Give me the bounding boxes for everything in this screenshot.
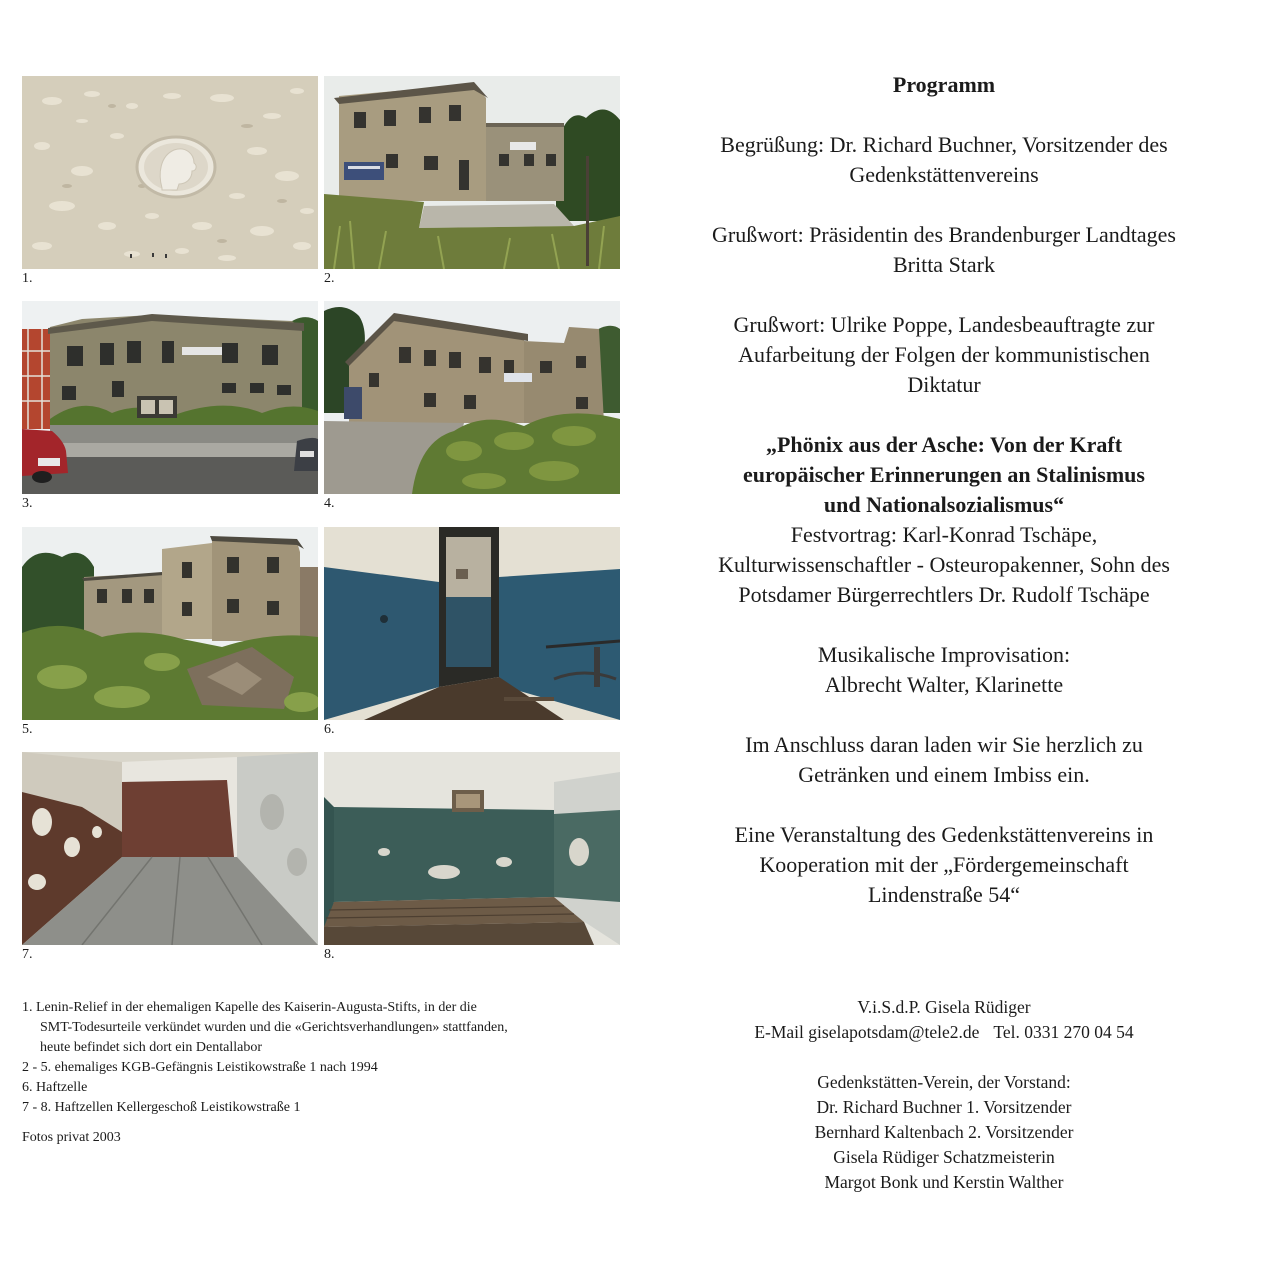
- lecture-title: [644, 430, 1244, 520]
- photo-1: [22, 76, 318, 288]
- caption-item: [22, 1098, 632, 1118]
- caption-line: 7 - 8. Haftzellen Kellergeschoß Leistikowstraße 1: [22, 1100, 301, 1115]
- caption-line: SMT-Todesurteile verkündet wurden und die «Gerichtsverhandlungen» stattfanden,: [40, 1020, 508, 1035]
- music-line: Musikalische Improvisation:: [817, 642, 1071, 667]
- greeting-line: Gedenkstättenvereins: [849, 162, 1039, 187]
- address-line: Diktatur: [907, 372, 981, 397]
- photo-6: [324, 527, 620, 739]
- address-commissioner: [644, 310, 1244, 400]
- lecture-title-line: und Nationalsozialismus“: [823, 492, 1065, 517]
- photo-7-image: [22, 752, 318, 945]
- organizer: [644, 820, 1244, 910]
- board-member: Dr. Richard Buchner 1. Vorsitzender: [816, 1097, 1072, 1117]
- lecture-info-line: Potsdamer Bürgerrechtlers Dr. Rudolf Tschäpe: [738, 582, 1150, 607]
- photo-8-number: 8.: [324, 947, 335, 962]
- lecture-title-line: „Phönix aus der Asche: Von der Kraft: [765, 432, 1123, 457]
- photo-3: [22, 301, 318, 513]
- board-heading: Gedenkstätten-Verein, der Vorstand:: [817, 1072, 1071, 1092]
- reception: [644, 730, 1244, 790]
- caption-item: [22, 1058, 632, 1078]
- reception-line: Getränken und einem Imbiss ein.: [798, 762, 1090, 787]
- photo-5-number: 5.: [22, 722, 33, 737]
- photo-5: [22, 527, 318, 739]
- lecture-title-line: europäischer Erinnerungen an Stalinismus: [743, 462, 1145, 487]
- photo-8-image: [324, 752, 620, 945]
- caption-line: heute befindet sich dort ein Dentallabor: [40, 1040, 262, 1055]
- photo-4-image: [324, 301, 620, 494]
- photo-1-image: [22, 76, 318, 269]
- photo-3-image: [22, 301, 318, 494]
- photo-4-number: 4.: [324, 496, 335, 511]
- lecture-info-line: Kulturwissenschaftler - Osteuropakenner, Sohn des: [718, 552, 1170, 577]
- music: [644, 640, 1244, 700]
- imprint: [644, 995, 1244, 1195]
- reception-line: Im Anschluss daran laden wir Sie herzlich zu: [745, 732, 1143, 757]
- photo-4: [324, 301, 620, 513]
- board-member: Gisela Rüdiger Schatzmeisterin: [833, 1147, 1055, 1167]
- lecture-info: [644, 520, 1244, 610]
- organizer-line: Lindenstraße 54“: [867, 882, 1021, 907]
- responsible-person: V.i.S.d.P. Gisela Rüdiger: [857, 997, 1031, 1017]
- photo-6-image: [324, 527, 620, 720]
- caption-item: [22, 998, 632, 1058]
- photo-3-number: 3.: [22, 496, 33, 511]
- address-line: Grußwort: Ulrike Poppe, Landesbeauftragte zur: [733, 312, 1155, 337]
- lecture-info-line: Festvortrag: Karl-Konrad Tschäpe,: [790, 522, 1098, 547]
- contact-line: [644, 1020, 1244, 1045]
- caption-line: 1. Lenin-Relief in der ehemaligen Kapelle des Kaiserin-Augusta-Stifts, in der die: [22, 1000, 477, 1015]
- organizer-line: Eine Veranstaltung des Gedenkstättenvereins in: [734, 822, 1154, 847]
- address-line: Britta Stark: [892, 252, 996, 277]
- photo-5-image: [22, 527, 318, 720]
- program: [644, 70, 1244, 910]
- photo-1-number: 1.: [22, 271, 33, 286]
- address-line: Aufarbeitung der Folgen der kommunistischen: [738, 342, 1150, 367]
- contact-phone: Tel. 0331 270 04 54: [993, 1022, 1134, 1042]
- board-member: Margot Bonk und Kerstin Walther: [824, 1172, 1064, 1192]
- photo-2-number: 2.: [324, 271, 335, 286]
- photo-7-number: 7.: [22, 947, 33, 962]
- greeting-line: Begrüßung: Dr. Richard Buchner, Vorsitzender des: [720, 132, 1168, 157]
- contact-email: E-Mail giselapotsdam@tele2.de: [754, 1022, 980, 1042]
- caption-line: 6. Haftzelle: [22, 1080, 88, 1095]
- photo-2-image: [324, 76, 620, 269]
- address-landtag: [644, 220, 1244, 280]
- photo-2: [324, 76, 620, 288]
- address-line: Grußwort: Präsidentin des Brandenburger Landtages: [712, 222, 1176, 247]
- organizer-line: Kooperation mit der „Fördergemeinschaft: [759, 852, 1129, 877]
- program-title: Programm: [892, 72, 996, 97]
- greeting: [644, 130, 1244, 190]
- board-member: Bernhard Kaltenbach 2. Vorsitzender: [814, 1122, 1074, 1142]
- photo-7: [22, 752, 318, 964]
- board: [644, 1070, 1244, 1195]
- caption-line: 2 - 5. ehemaliges KGB-Gefängnis Leistikowstraße 1 nach 1994: [22, 1060, 378, 1075]
- caption-item: [22, 1078, 632, 1098]
- photo-captions: [22, 998, 632, 1148]
- photo-8: [324, 752, 620, 964]
- photo-credit: Fotos privat 2003: [22, 1130, 121, 1145]
- photo-6-number: 6.: [324, 722, 335, 737]
- music-line: Albrecht Walter, Klarinette: [824, 672, 1064, 697]
